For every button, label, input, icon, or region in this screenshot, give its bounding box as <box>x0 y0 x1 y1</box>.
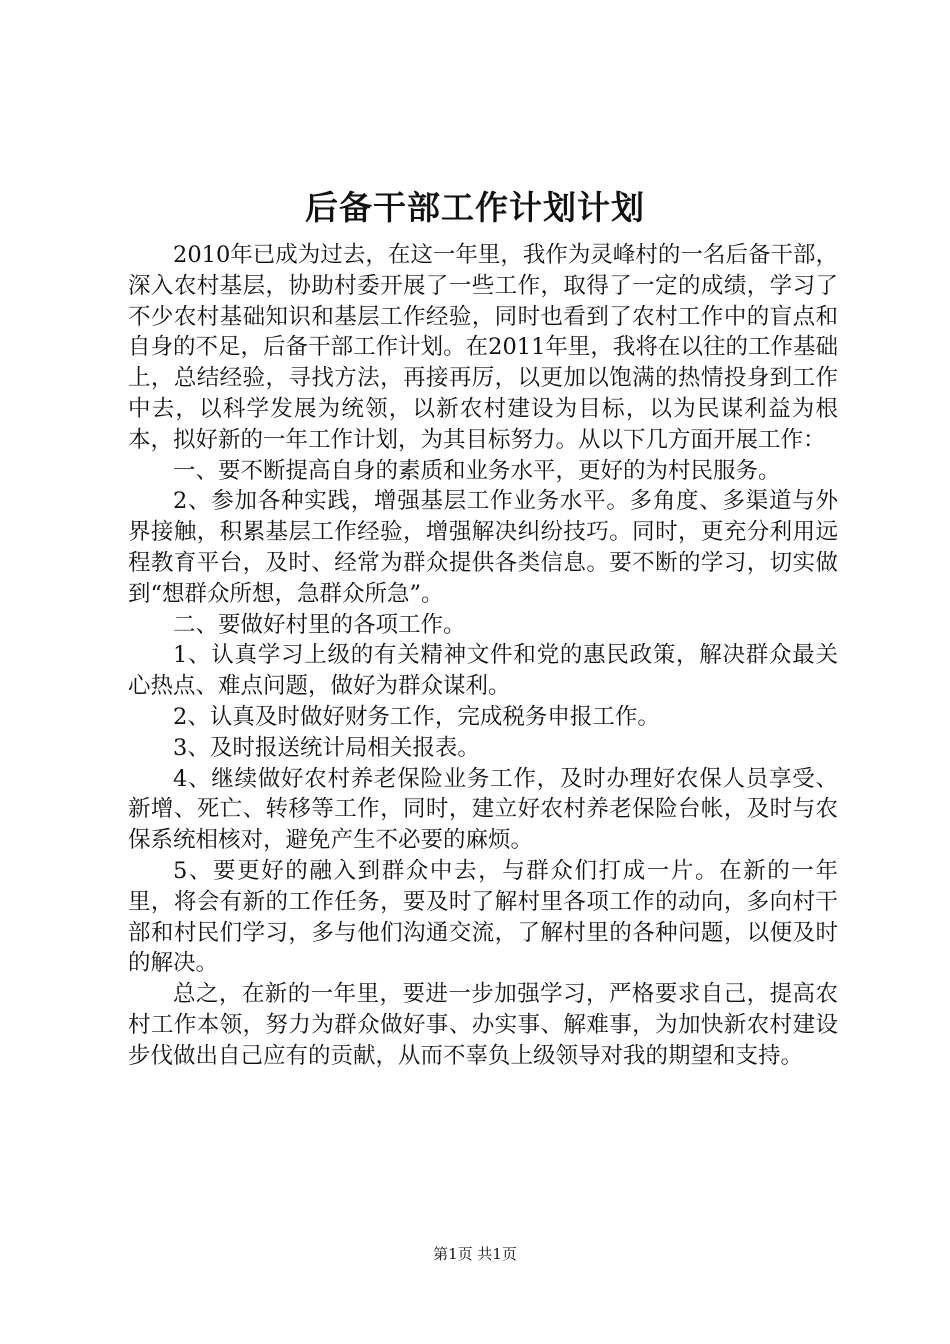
paragraph-section-two: 二、要做好村里的各项工作。 <box>173 611 466 638</box>
paragraph-item-2b: 2、认真及时做好财务工作，完成税务申报工作。 <box>173 703 660 730</box>
paragraph-item-4: 4、继续做好农村养老保险业务工作，及时办理好农保人员享受、新增、死亡、转移等工作，同时，建立好农村养老保险台帐，及时与农保系统相核对，避免产生不必要的麻烦。 <box>128 765 838 854</box>
paragraph-section-one: 一、要不断提高自身的素质和业务水平，更好的为村民服务。 <box>173 457 781 484</box>
paragraph-item-2a: 2、参加各种实践，增强基层工作业务水平。多角度、多渠道与外界接触，积累基层工作经验，增强解决纠纷技巧。同时，更充分利用远程教育平台，及时、经常为群众提供各类信息。要不断的学习，切实做到“想群众所想，急群众所急”。 <box>128 488 838 607</box>
document-title: 后备干部工作计划计划 <box>305 188 645 227</box>
paragraph-conclusion: 总之，在新的一年里，要进一步加强学习，严格要求自己，提高农村工作本领，努力为群众做好事、办实事、解难事，为加快新农村建设步伐做出自己应有的贡献，从而不辜负上级领导对我的期望和支持。 <box>128 981 838 1069</box>
document-body <box>128 240 838 1072</box>
paragraph-item-3: 3、及时报送统计局相关报表。 <box>173 734 480 761</box>
paragraph-intro: 2010年已成为过去，在这一年里，我作为灵峰村的一名后备干部，深入农村基层，协助村委开展了一些工作，取得了一定的成绩，学习了不少农村基础知识和基层工作经验，同时也看到了农村工作中的盲点和自身的不足，后备干部工作计划。在2011年里，我将在以往的工作基础上，总结经验，寻找方法，再接再厉，以更加以饱满的热情投身到工作中去，以科学发展为统领，以新农村建设为目标，以为民谋利益为根本，拟好新的一年工作计划，为其目标努力。从以下几方面开展工作： <box>128 242 838 453</box>
paragraph-item-1: 1、认真学习上级的有关精神文件和党的惠民政策，解决群众最关心热点、难点问题，做好为群众谋利。 <box>128 642 838 700</box>
paragraph-item-5: 5、要更好的融入到群众中去，与群众们打成一片。在新的一年里，将会有新的工作任务，要及时了解村里各项工作的动向，多向村干部和村民们学习，多与他们沟通交流，了解村里的各种问题，以便及时的解决。 <box>128 857 838 977</box>
page-number-footer: 第1页 共1页 <box>433 1245 517 1263</box>
